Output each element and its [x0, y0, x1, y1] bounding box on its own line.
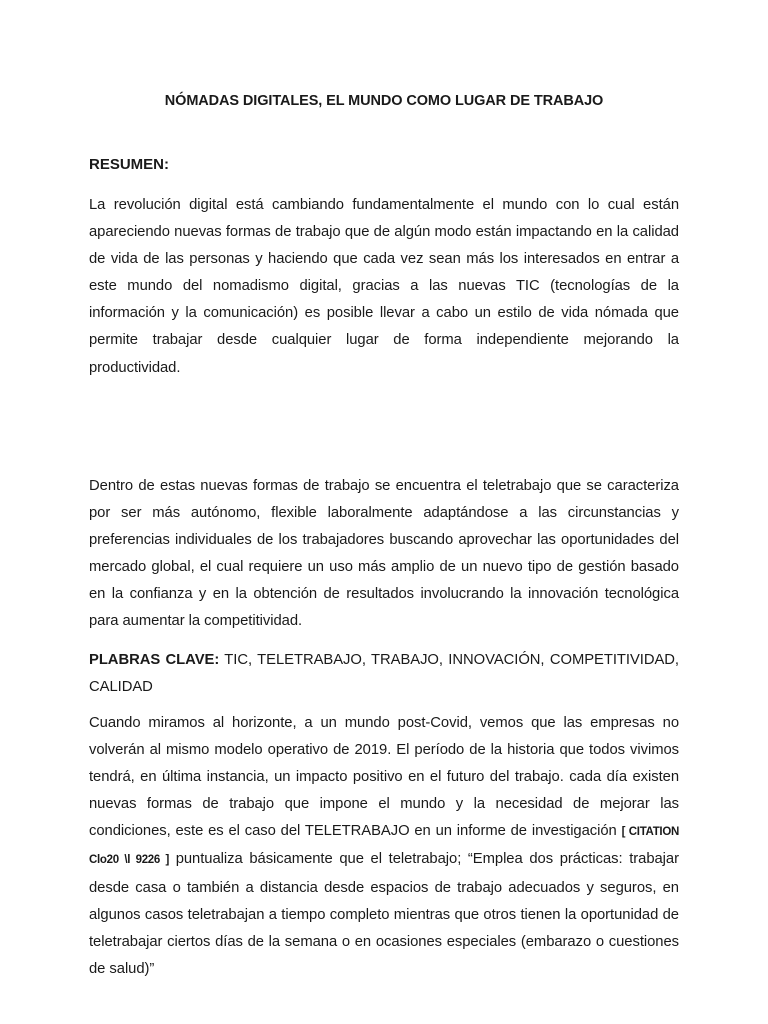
paragraph-1: La revolución digital está cambiando fundamentalmente el mundo con lo cual están apareciendo nuevas formas de trabajo que de algún modo están impactando en la calidad de vida de las personas y haciendo que cada vez sean más los interesados en entrar a este mundo del nomadismo digital, gracias a las nuevas TIC (tecnologías de la información y la comunicación) es posible llevar a cabo un estilo de vida nómada que permite trabajar desde cualquier lugar de forma independiente mejorando la productividad. [89, 197, 679, 376]
summary-heading: RESUMEN: [89, 156, 170, 173]
paragraph-3-intro: Cuando miramos al horizonte, a un mundo post-Covid, vemos que las empresas no volverán al mismo modelo operativo de 2019. El período de la historia que todos vivimos tendrá, en última instancia, un impacto positivo en el futuro del trabajo. cada día existen nuevas formas de trabajo que impone el mundo y la necesidad de mejorar las condiciones, este es el caso del TELETRABAJO en un informe de investigación [89, 715, 679, 840]
paragraph-3 [89, 710, 679, 983]
paragraph-2: Dentro de estas nuevas formas de trabajo se encuentra el teletrabajo que se caracteriza por ser más autónomo, flexible laboralmente adaptándose a las circunstancias y preferencias individuales de los trabajadores buscando aprovechar las oportunidades del mercado global, el cual requiere un uso más amplio de un nuevo tipo de gestión basado en la confianza y en la obtención de resultados involucrando la innovación tecnológica para aumentar la competitividad. [89, 478, 679, 630]
keywords-label: PLABRAS CLAVE: [89, 652, 220, 668]
document-page [89, 88, 679, 977]
paragraph-3-quote: puntualiza básicamente que el teletrabajo; “Emplea dos prácticas: trabajar desde casa o también a distancia desde espacios de trabajo adecuados y seguros, en algunos casos teletrabajan a tiempo completo mientras que otros tienen la oportunidad de teletrabajar ciertos días de la semana o en ocasiones especiales (embarazo o cuestiones de salud)” [89, 851, 679, 977]
document-title: NÓMADAS DIGITALES, EL MUNDO COMO LUGAR DE TRABAJO [164, 93, 604, 109]
citation-field: [ CITATION Clo20 \l 9226 ] [89, 826, 679, 867]
keywords-paragraph [89, 647, 679, 701]
keywords-list: TIC, TELETRABAJO, TRABAJO, INNOVACIÓN, COMPETITIVIDAD, CALIDAD [89, 652, 679, 696]
